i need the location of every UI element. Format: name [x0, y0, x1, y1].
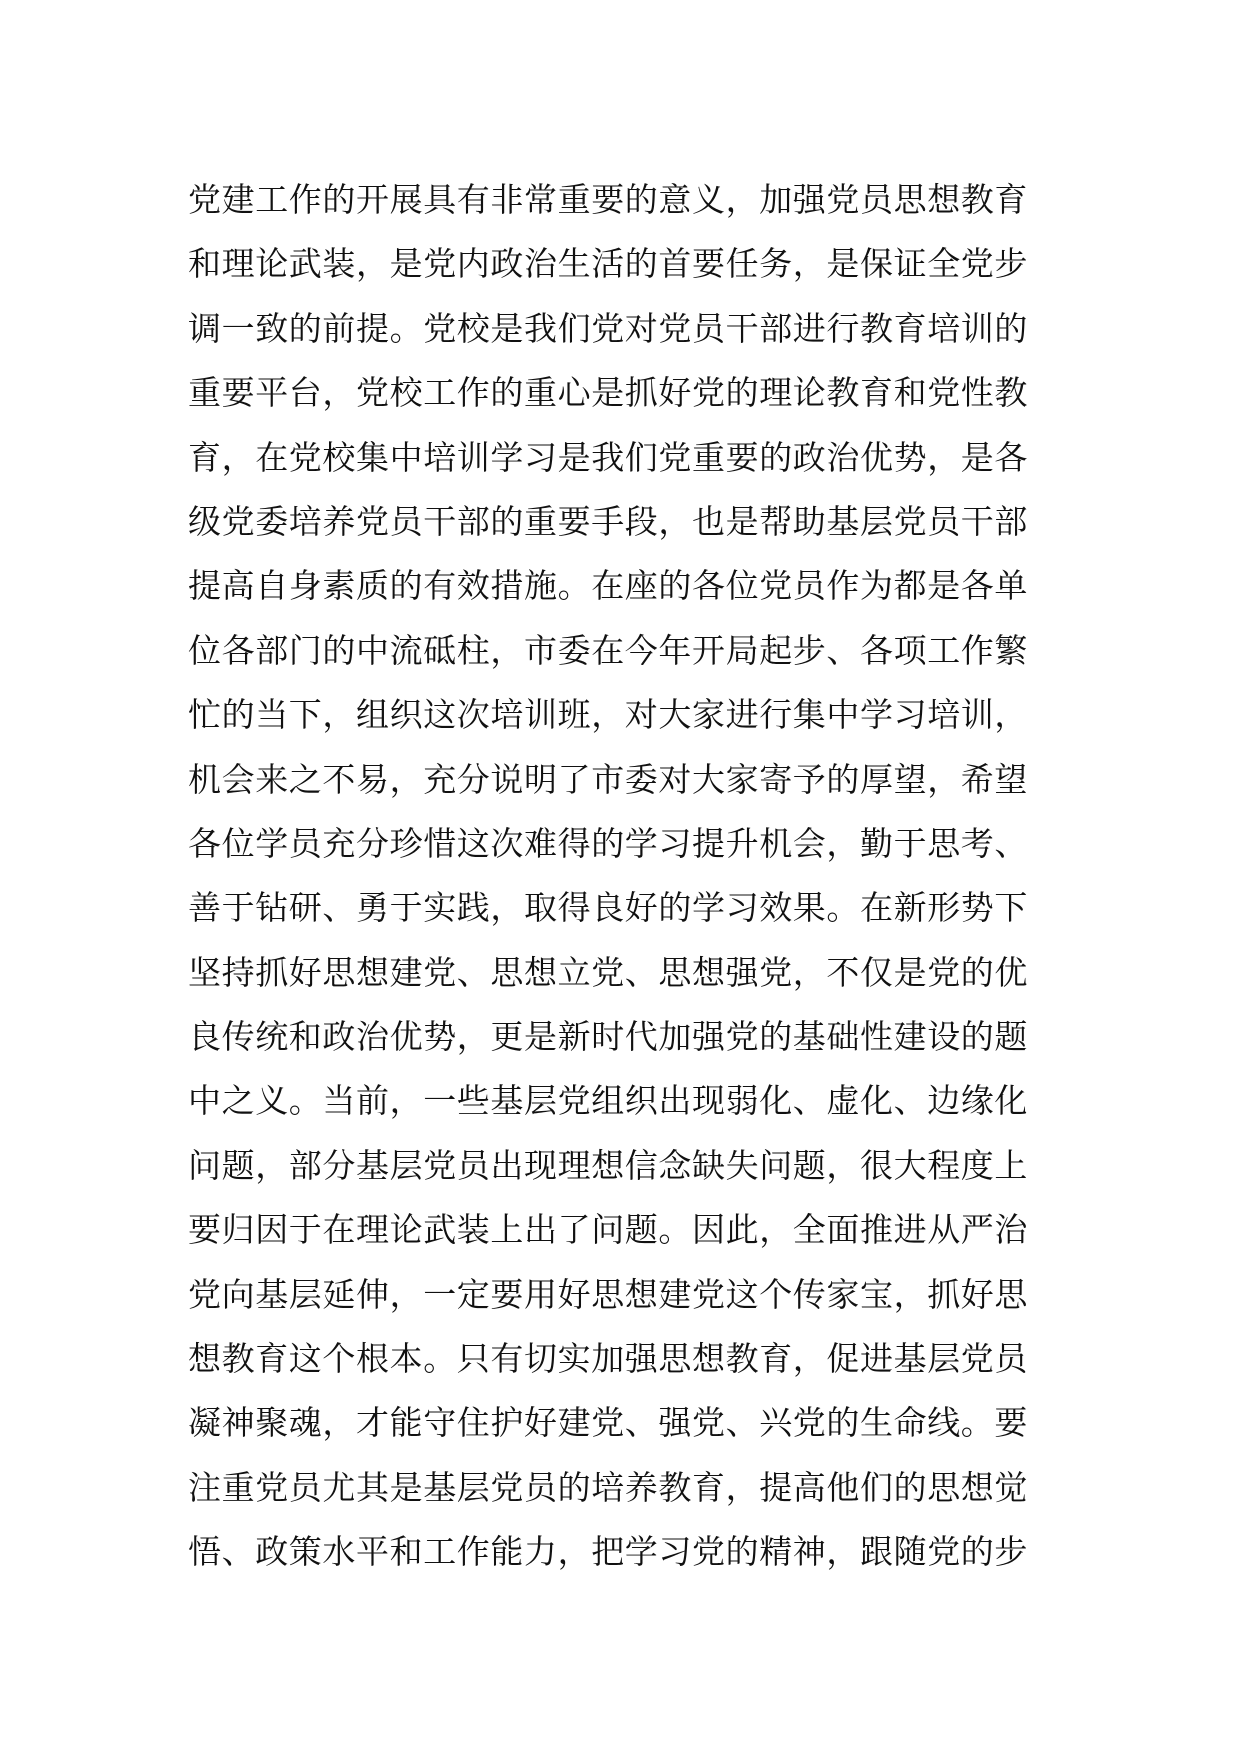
text-line: 想教育这个根本。只有切实加强思想教育，促进基层党员 — [188, 1339, 1028, 1379]
text-line: 要归因于在理论武装上出了问题。因此，全面推进从严治 — [188, 1210, 1028, 1250]
body-paragraph — [188, 168, 1068, 1585]
text-line: 提高自身素质的有效措施。在座的各位党员作为都是各单 — [188, 566, 1028, 606]
text-line: 良传统和政治优势，更是新时代加强党的基础性建设的题 — [188, 1017, 1028, 1057]
text-line: 各位学员充分珍惜这次难得的学习提升机会，勤于思考、 — [188, 823, 1028, 863]
text-line: 悟、政策水平和工作能力，把学习党的精神，跟随党的步 — [188, 1532, 1028, 1572]
text-line: 党建工作的开展具有非常重要的意义，加强党员思想教育 — [188, 180, 1028, 219]
text-line: 重要平台，党校工作的重心是抓好党的理论教育和党性教 — [188, 373, 1028, 413]
text-line: 忙的当下，组织这次培训班，对大家进行集中学习培训， — [188, 695, 1028, 735]
text-line: 党向基层延伸，一定要用好思想建党这个传家宝，抓好思 — [188, 1274, 1028, 1314]
text-line: 凝神聚魂，才能守住护好建党、强党、兴党的生命线。要 — [188, 1403, 1028, 1443]
text-line: 注重党员尤其是基层党员的培养教育，提高他们的思想觉 — [188, 1467, 1028, 1507]
text-line: 调一致的前提。党校是我们党对党员干部进行教育培训的 — [188, 308, 1028, 348]
text-line: 机会来之不易，充分说明了市委对大家寄予的厚望，希望 — [188, 759, 1028, 799]
text-line: 和理论武装，是党内政治生活的首要任务，是保证全党步 — [188, 244, 1028, 284]
text-line: 善于钻研、勇于实践，取得良好的学习效果。在新形势下 — [188, 888, 1028, 928]
text-line: 育，在党校集中培训学习是我们党重要的政治优势，是各 — [188, 437, 1028, 477]
text-line: 坚持抓好思想建党、思想立党、思想强党，不仅是党的优 — [188, 952, 1028, 992]
text-line: 问题，部分基层党员出现理想信念缺失问题，很大程度上 — [188, 1145, 1028, 1185]
text-line: 中之义。当前，一些基层党组织出现弱化、虚化、边缘化 — [188, 1081, 1028, 1121]
text-line: 位各部门的中流砥柱，市委在今年开局起步、各项工作繁 — [188, 630, 1028, 670]
text-line: 级党委培养党员干部的重要手段，也是帮助基层党员干部 — [188, 501, 1028, 541]
